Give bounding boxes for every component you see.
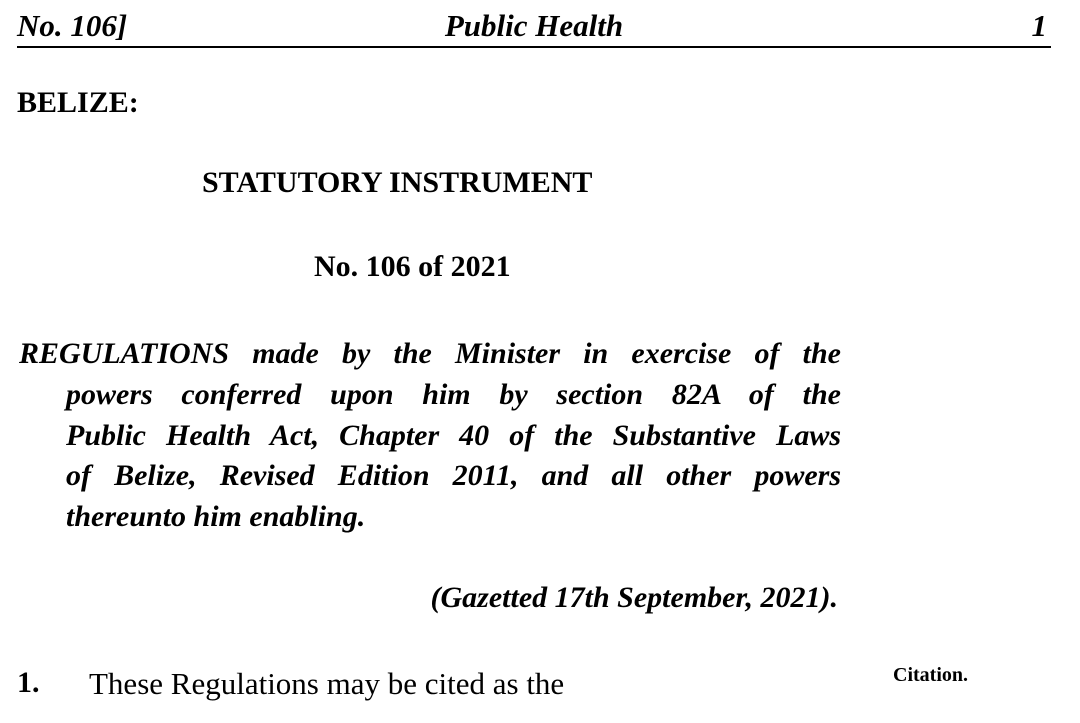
- instrument-number: No. 106 of 2021: [314, 250, 511, 283]
- running-header: [17, 6, 1051, 48]
- instrument-title: STATUTORY INSTRUMENT: [202, 166, 593, 199]
- preamble-line: thereunto him enabling.: [66, 500, 366, 534]
- country-heading: BELIZE:: [17, 86, 139, 119]
- header-instrument-number: No. 106]: [17, 8, 128, 43]
- section-number: 1.: [17, 666, 40, 699]
- preamble-line: REGULATIONS made by the Minister in exercise of the: [19, 337, 841, 370]
- section-text: These Regulations may be cited as the: [89, 666, 565, 701]
- header-page-number: 1: [1031, 8, 1047, 43]
- gazette-date: (Gazetted 17th September, 2021).: [430, 581, 838, 614]
- preamble: [19, 334, 841, 538]
- margin-note-citation: Citation.: [893, 664, 968, 686]
- preamble-line: Public Health Act, Chapter 40 of the Substantive Laws: [66, 418, 841, 452]
- header-title: Public Health: [444, 8, 624, 43]
- preamble-line: of Belize, Revised Edition 2011, and all other powers: [66, 459, 841, 493]
- preamble-line: powers conferred upon him by section 82A of the: [66, 377, 841, 411]
